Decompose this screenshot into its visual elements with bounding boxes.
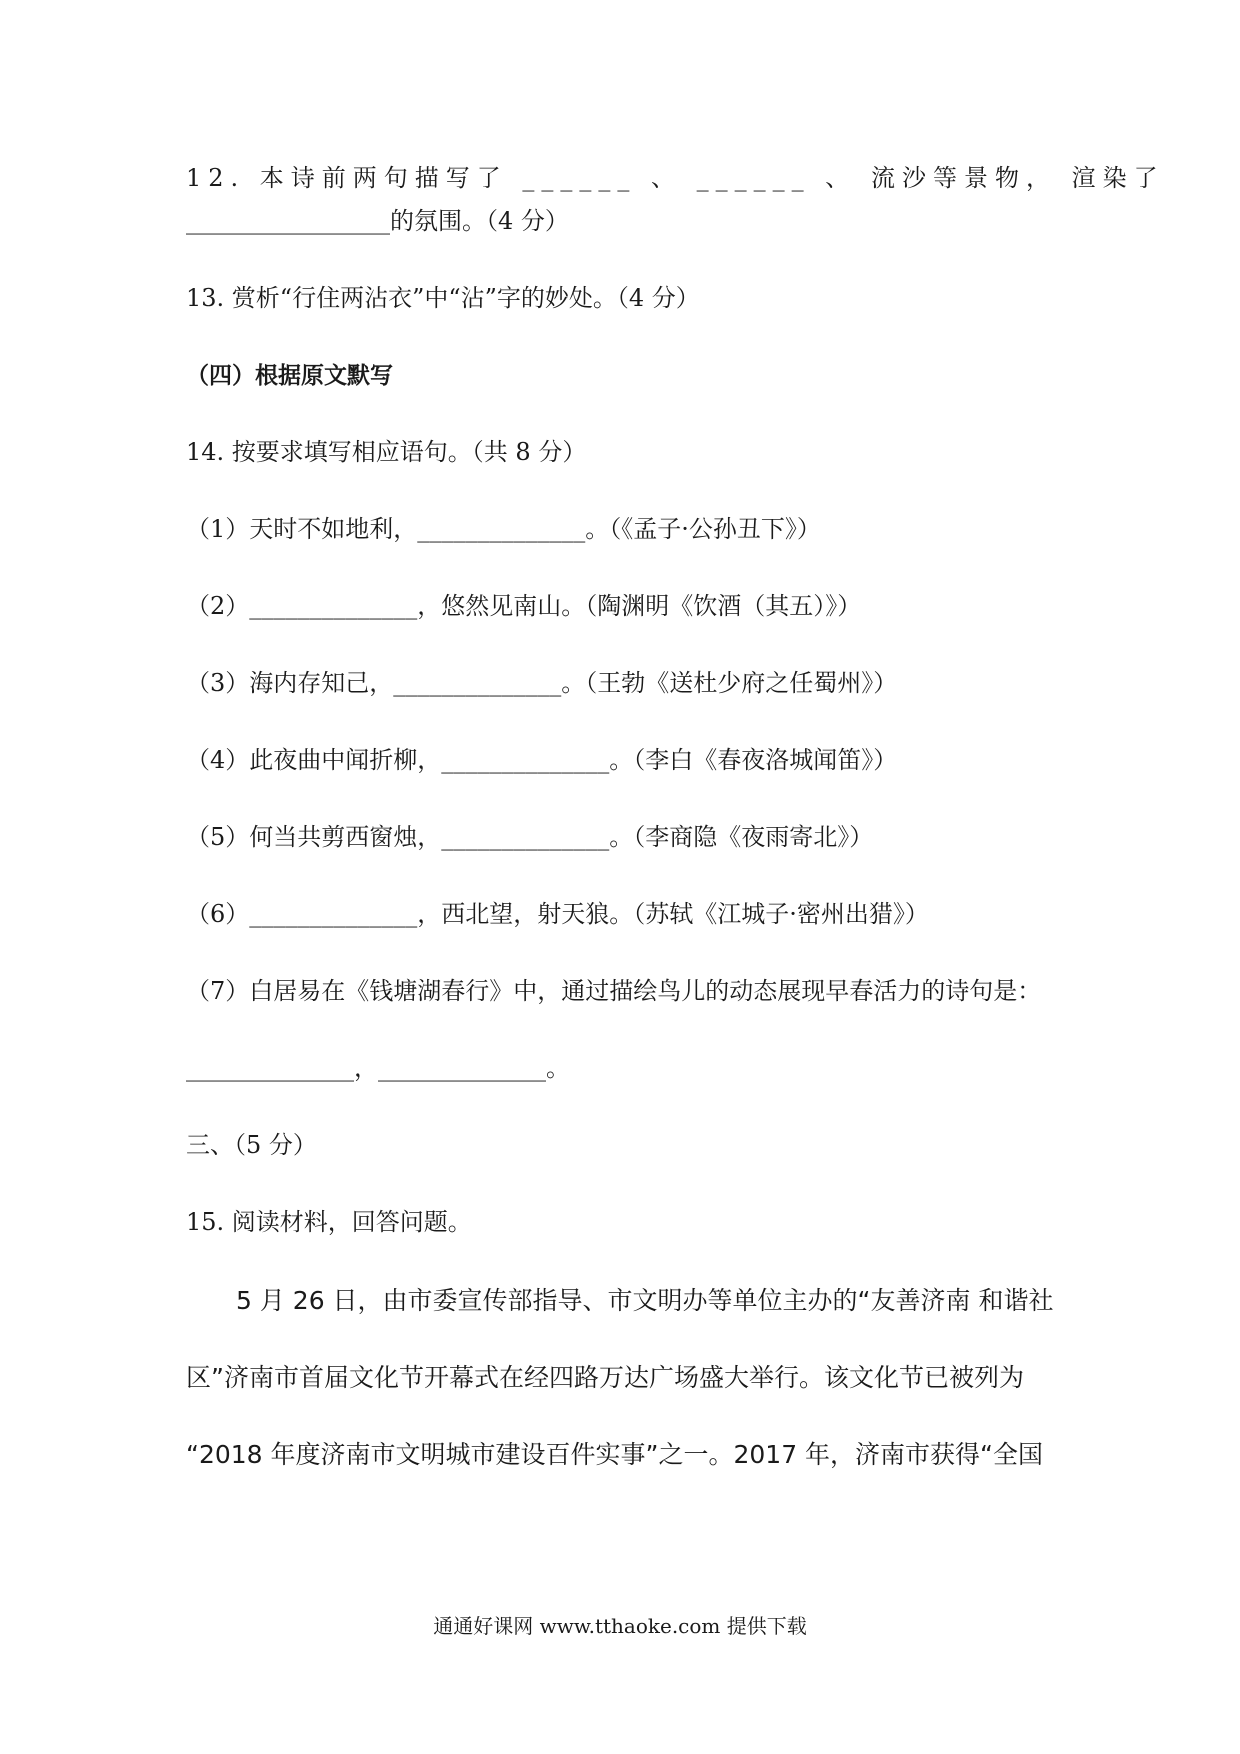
question-14-item-3: （3）海内存知己，______________。（王勃《送杜少府之任蜀州》） [186,669,898,697]
question-14-item-5: （5）何当共剪西窗烛，______________。（李商隐《夜雨寄北》） [186,823,874,851]
section-4-heading: （四）根据原文默写 [186,363,393,389]
question-14: 14. 按要求填写相应语句。（共 8 分） [186,438,587,466]
question-12-line-2: _________________的氛围。（4 分） [186,207,569,235]
material-paragraph-line-3: “2018 年度济南市文明城市建设百件实事”之一。2017 年，济南市获得“全国 [186,1440,1043,1469]
question-14-item-1: （1）天时不如地利，______________。（《孟子·公孙丑下》） [186,515,821,543]
section-3-heading: 三、（5 分） [186,1131,317,1159]
question-14-item-4: （4）此夜曲中闻折柳，______________。（李白《春夜洛城闻笛》） [186,746,898,774]
question-13: 13. 赏析“行住两沾衣”中“沾”字的妙处。（4 分） [186,284,700,312]
question-14-item-7-blanks: ______________，______________。 [186,1054,570,1082]
material-paragraph-line-2: 区”济南市首届文化节开幕式在经四路万达广场盛大举行。该文化节已被列为 [186,1363,1024,1392]
question-15: 15. 阅读材料，回答问题。 [186,1208,472,1236]
material-paragraph-line-1: 5 月 26 日，由市委宣传部指导、市文明办等单位主办的“友善济南 和谐社 [186,1286,1054,1315]
question-14-item-6: （6）______________，西北望，射天狼。（苏轼《江城子·密州出猎》） [186,900,929,928]
question-14-item-2: （2）______________，悠然见南山。（陶渊明《饮酒（其五）》） [186,592,862,620]
question-14-item-7: （7）白居易在《钱塘湖春行》中，通过描绘鸟儿的动态展现早春活力的诗句是： [186,977,1042,1005]
question-12-line-1: 12. 本诗前两句描写了 ______ 、 ______ 、 流沙等景物， 渲染了 [186,164,1165,192]
page-footer: 通通好课网 www.tthaoke.com 提供下载 [433,1614,807,1638]
